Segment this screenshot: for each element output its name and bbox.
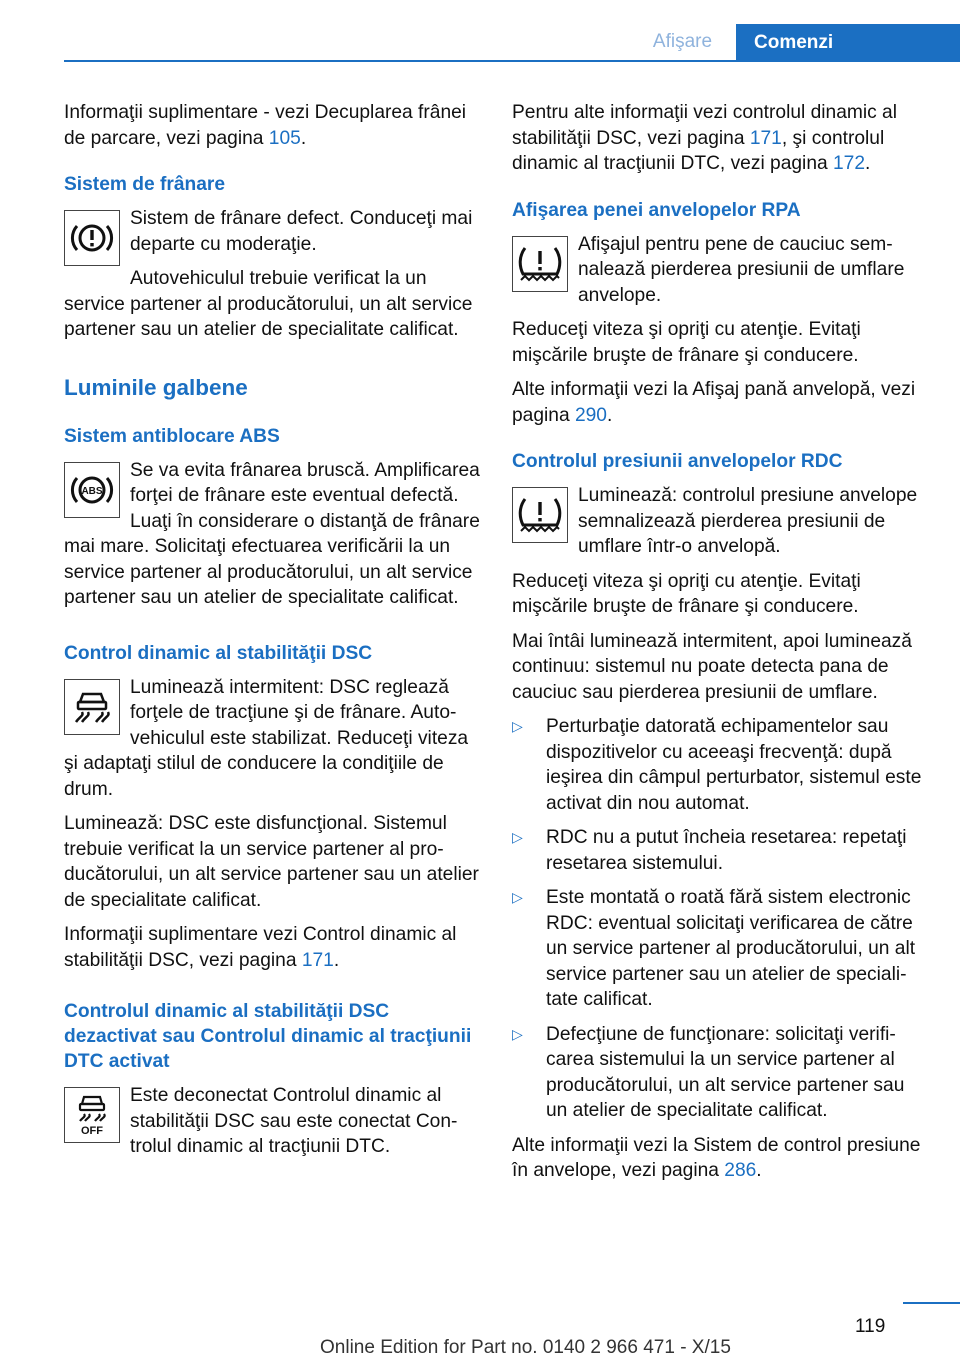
dsc-skid-icon	[64, 679, 120, 735]
page-number: 119	[855, 1316, 886, 1337]
list-item-text: Perturbaţie datorată echipamentelor sau dispozitivelor cu aceeaşi frecvenţă: după ieşirea din câmpul perturbator, sistemul este activat din nou automat.	[546, 716, 922, 814]
bullet-triangle-icon: ▷	[512, 718, 523, 734]
dsc-text-1: Luminează intermitent: DSC reglează forţele de tracţiune şi de frânare. Autovehiculul este stabilizat. Reduceţi viteza şi adaptaţi stilul de conducere la condiţiile de drum.	[64, 676, 469, 800]
rdc-text-4-body: Alte informaţii vezi la Sistem de control presiune în anvelope, vezi pagina	[512, 1134, 921, 1181]
rdc-text-3: Mai întâi luminează intermitent, apoi luminează continuu: sistemul nu poate detecta pana de cauciuc sau pierderea presiunii de umflare.	[512, 630, 912, 703]
list-item	[512, 714, 928, 816]
brake-text-2: Autovehiculul trebuie verificat la un service partener al producătorului, un alt service partener sau un atelier de specialitate calificat.	[64, 268, 473, 340]
heading-rdc: Controlul presiunii anvelopelor RDC	[512, 451, 843, 472]
list-item-text: RDC nu a putut încheia resetarea: repetaţi resetarea sistemului.	[546, 827, 907, 874]
page-link-171-right[interactable]: 171	[749, 127, 782, 149]
heading-abs: Sistem antiblocare ABS	[64, 425, 280, 447]
intro-end: .	[300, 127, 307, 149]
rdc-section	[512, 483, 928, 569]
list-item	[512, 825, 928, 876]
rpa-text-3	[512, 377, 928, 428]
dsc-text-3-body: Informaţii suplimentare vezi Control dinamic al stabilităţii DSC, vezi pagina	[64, 924, 457, 971]
right-intro	[512, 100, 928, 177]
list-item-text: Este montată o roată fără sistem electronic RDC: eventual solicitaţi verificarea de către un service partener al producătorului, un alt service partener sau un atelier de specialitate calificat.	[546, 887, 916, 1010]
left-column	[64, 100, 480, 1169]
tab-comenzi[interactable]: Comenzi	[736, 24, 960, 61]
header-rule	[64, 60, 960, 62]
tire-pressure-icon	[512, 487, 568, 543]
page-link-172[interactable]: 172	[833, 153, 866, 174]
rpa-text-2: Reduceţi viteza şi opriţi cu atenţie. Evitaţi mişcările bruşte de frânare şi conducere.	[512, 319, 861, 366]
dsc-text-2: Luminează: DSC este disfuncţional. Sistemul trebuie verificat la un service partener al producătorului, un alt service partener sau un atelier de specialitate calificat.	[64, 813, 479, 911]
dsc-off-section	[64, 1083, 480, 1169]
intro-paragraph	[64, 100, 480, 151]
rdc-text-1: Luminează: controlul presiune anvelope semnalizează pierderea presiunii de umflare într-o anvelopă.	[578, 485, 918, 557]
right-intro-end: .	[865, 153, 871, 174]
list-item	[512, 885, 928, 1013]
rdc-bullet-list	[512, 714, 928, 1124]
dsc-off-icon	[64, 1087, 120, 1143]
rpa-section	[512, 232, 928, 318]
bullet-triangle-icon: ▷	[512, 889, 523, 905]
abs-section	[64, 458, 480, 620]
intro-text: Informaţii suplimentare - vezi Decuplarea frânei de parcare, vezi pagina	[64, 102, 467, 149]
abs-warning-icon	[64, 462, 120, 518]
rpa-text-3-body: Alte informaţii vezi la Afişaj pană anvelopă, vezi pagina	[512, 379, 916, 426]
footer-rule	[903, 1302, 960, 1304]
rpa-text-3-end: .	[606, 404, 613, 426]
dsc-off-icon-label: OFF	[81, 1125, 103, 1137]
brake-text-1: Sistem de frânare defect. Conduceţi mai departe cu moderaţie.	[130, 208, 473, 255]
brake-warning-icon	[64, 210, 120, 266]
list-item-text: Defecţiune de funcţionare: solicitaţi verificarea sistemului la un service partener al producătorului, un alt service partener sau un atelier de specialitate calificat.	[546, 1023, 905, 1121]
abs-text: Se va evita frânarea bruscă. Amplificarea forţei de frânare este eventual defectă. Luaţi în considerare o distanţă de frânare mai mare. Solicitaţi efectuarea verificării la un service partener al producătorului, un alt service partener sau un atelier de specialitate calificat.	[64, 459, 480, 608]
rdc-text-4	[512, 1133, 928, 1184]
bullet-triangle-icon: ▷	[512, 829, 523, 845]
dsc-text-3	[64, 922, 480, 973]
page-link-171[interactable]: 171	[301, 949, 334, 971]
dsc-off-text: Este deconectat Controlul dinamic al stabilităţii DSC sau este conectat Controlul dinamic al tracţiunii DTC.	[130, 1085, 458, 1157]
abs-icon-label: ABS	[81, 485, 103, 497]
bullet-triangle-icon: ▷	[512, 1025, 523, 1042]
tab-afisare[interactable]: Afişare	[652, 31, 713, 52]
right-intro-part-2: , şi controlul dinamic al tracţiunii DTC, vezi pagina	[512, 127, 885, 174]
edition-footer: Online Edition for Part no. 0140 2 966 471 - X/15	[320, 1337, 731, 1358]
heading-sistem-franare: Sistem de frânare	[64, 174, 226, 195]
page-link-286[interactable]: 286	[724, 1160, 757, 1181]
tire-warning-icon	[512, 236, 568, 292]
list-item	[512, 1022, 928, 1124]
dsc-text-3-end: .	[333, 949, 340, 971]
heading-dsc: Control dinamic al stabilităţii DSC	[64, 642, 373, 664]
right-column	[512, 100, 928, 1193]
rdc-text-2: Reduceţi viteza şi opriţi cu atenţie. Evitaţi mişcările bruşte de frânare şi conducere.	[512, 570, 861, 617]
dsc-section	[64, 675, 480, 812]
rdc-text-4-end: .	[756, 1160, 762, 1181]
right-intro-part-1: Pentru alte informaţii vezi controlul dinamic al stabilităţii DSC, vezi pagina	[512, 102, 897, 149]
brake-section	[64, 206, 480, 352]
page-link-290[interactable]: 290	[574, 404, 607, 426]
page-link-105[interactable]: 105	[268, 127, 301, 149]
heading-rpa: Afişarea penei anvelopelor RPA	[512, 199, 801, 221]
heading-luminile-galbene: Luminile galbene	[64, 374, 248, 400]
rpa-text-1: Afişajul pentru pene de cauciuc semnalează pierderea presiunii de umflare anvelope.	[578, 233, 905, 306]
heading-dsc-off: Controlul dinamic al stabilităţii DSC dezactivat sau Controlul dinamic al tracţiunii DTC activat	[64, 1001, 472, 1072]
